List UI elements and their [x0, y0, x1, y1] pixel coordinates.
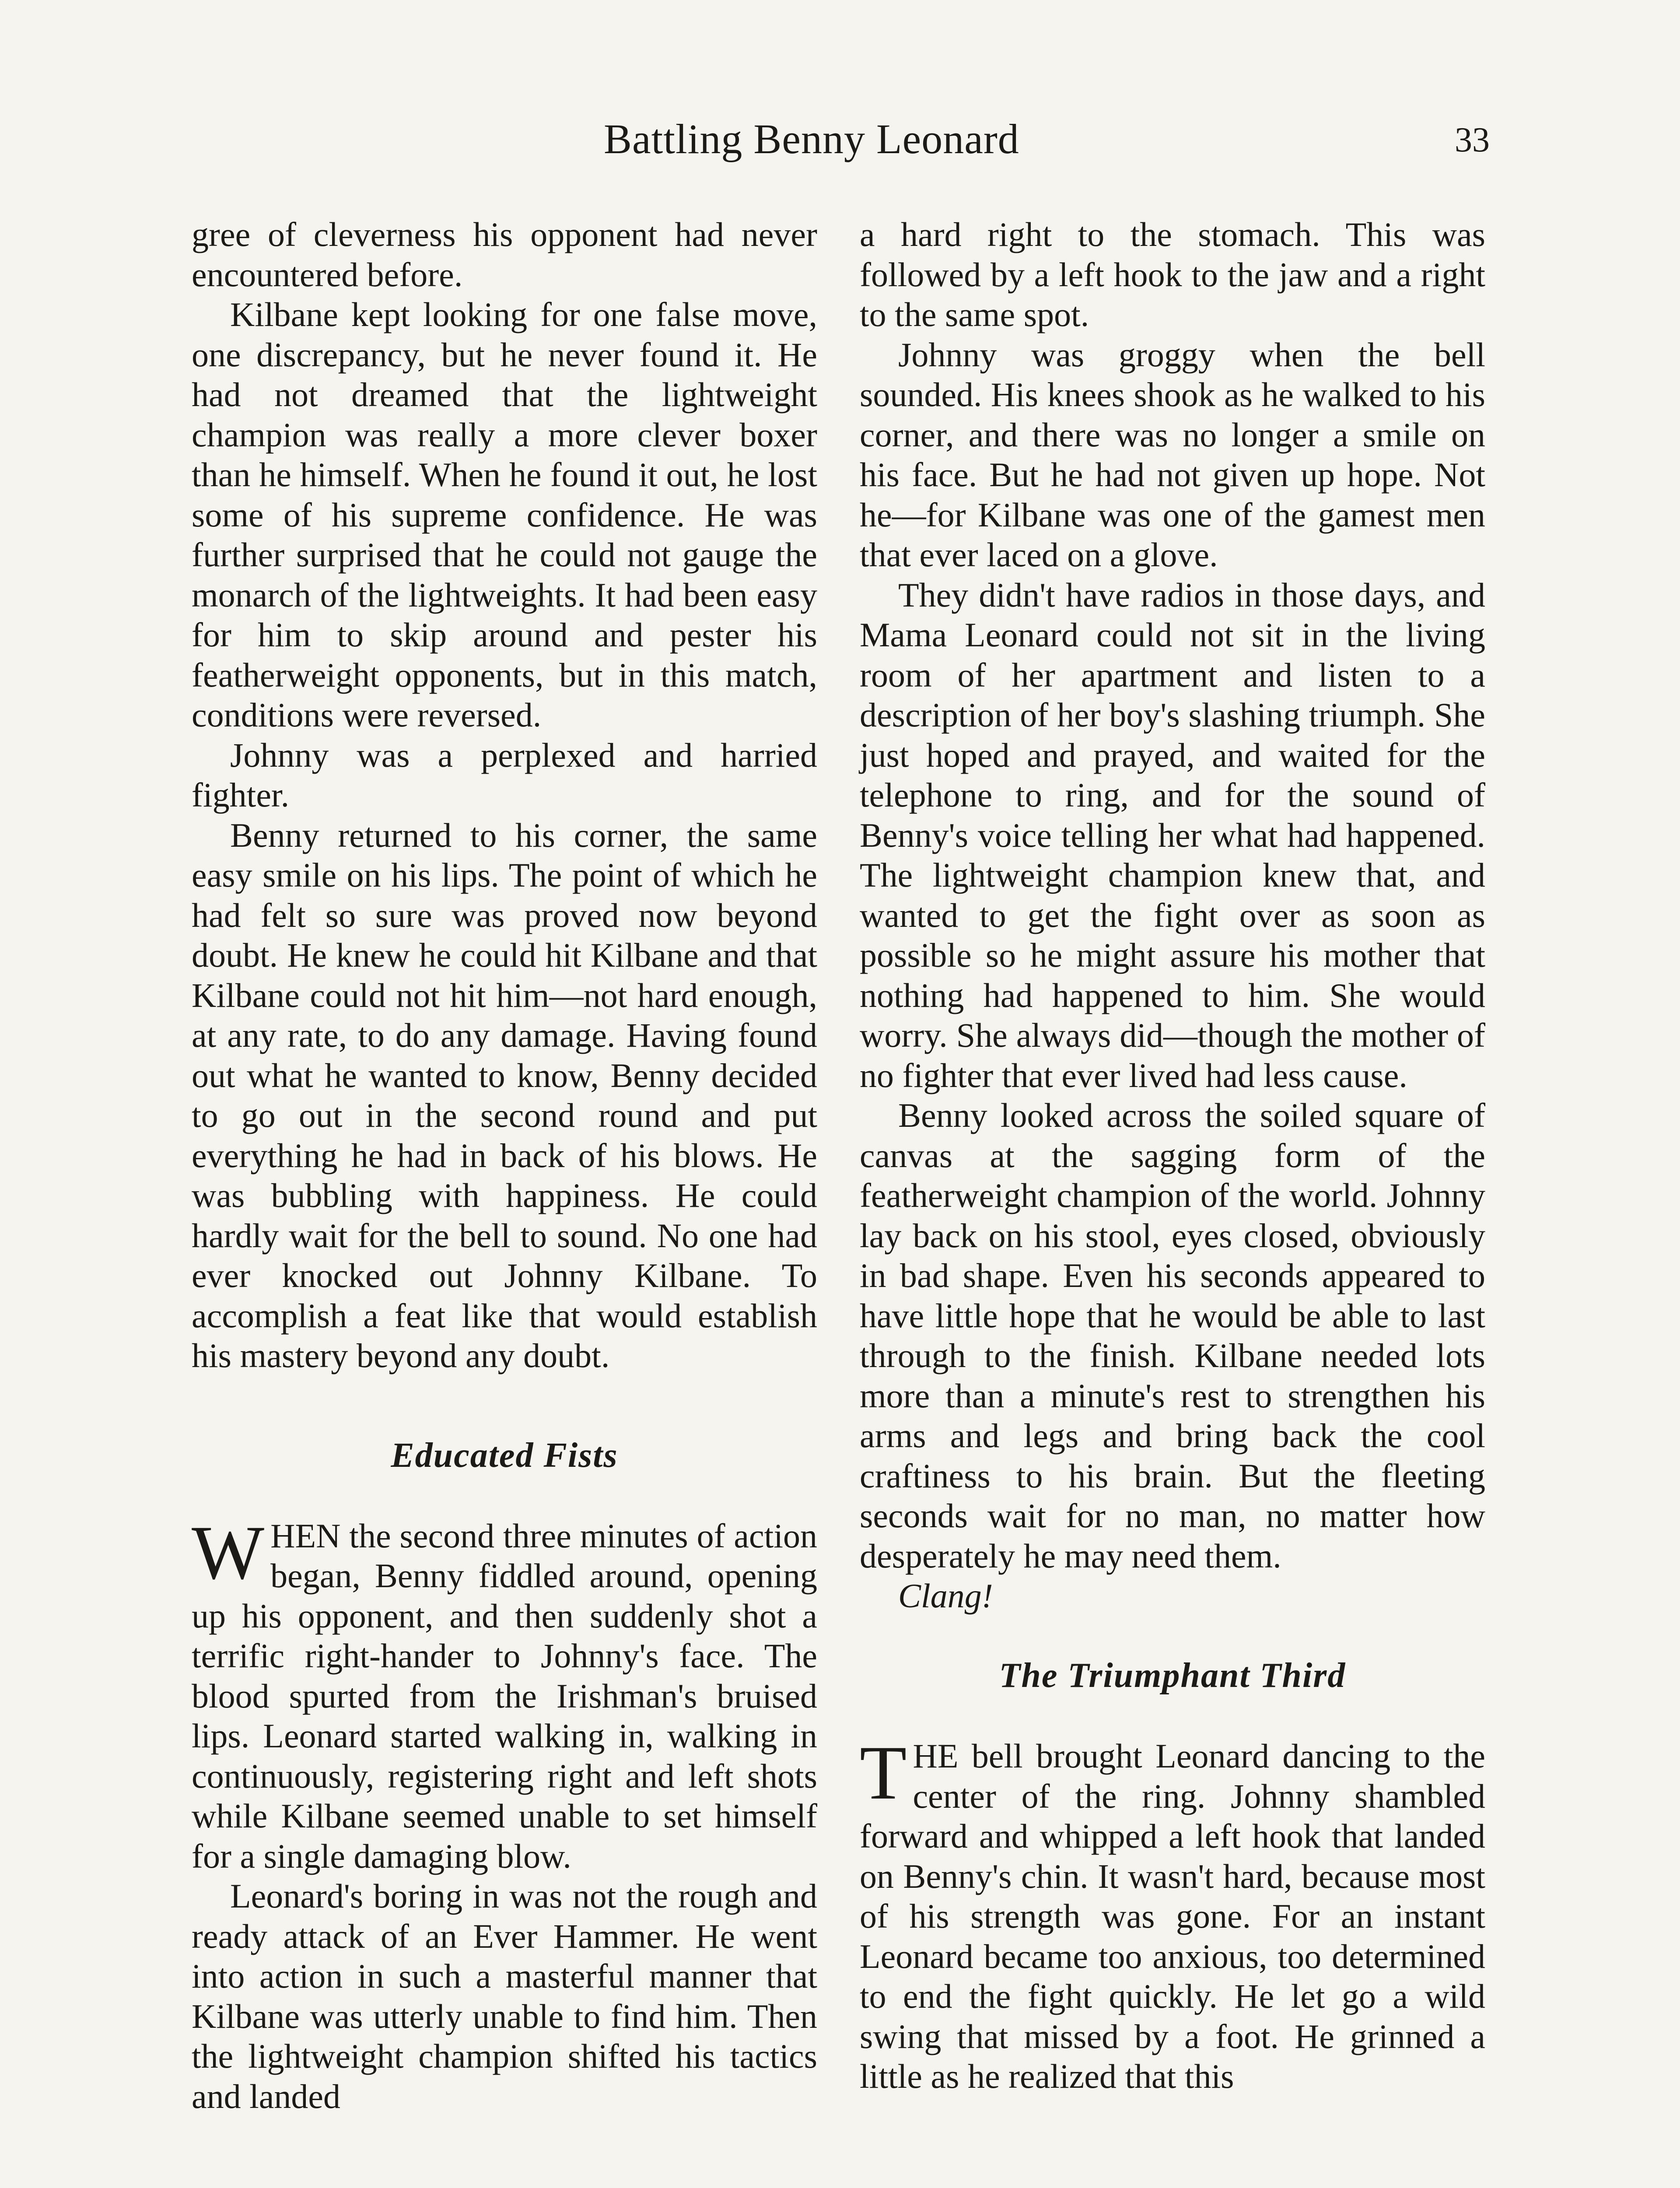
spacer — [192, 1376, 817, 1436]
section-heading: Educated Fists — [391, 1436, 618, 1475]
spacer — [860, 1616, 1485, 1656]
right-column — [860, 214, 1485, 2097]
spacer — [192, 1476, 817, 1516]
paragraph: They didn't have radios in those days, and Mama Leonard could not sit in the living room of her apartment and listen to a description of her boy's slashing triumph. She just hoped and prayed, and waited for the telephone to ring, and for the sound of Benny's voice telling her what had happened. The lightweight champion knew that, and wanted to get the fight over as soon as possible so he might assure his mother that nothing had happened to him. She would worry. She always did—though the mother of no fighter that ever lived had less cause. — [860, 575, 1485, 1094]
section-heading: The Triumphant Third — [999, 1656, 1346, 1695]
clang-exclamation: Clang! — [898, 1577, 993, 1615]
paragraph: Leonard's boring in was not the rough and ready attack of an Ever Hammer. He went into action in such a masterful manner that Kilbane was utterly unable to find him. Then the lightweight champion shifted his tactics and landed — [192, 1877, 817, 2115]
paragraph-text: HEN the second three minutes of action began, Benny fiddled around, opening up his opponent, and then suddenly shot a terrific right-hander to Johnny's face. The blood spurted from the Irishman's bruised lips. Leonard started walking in, walking in continuously, registering right and left shots while Kilbane seemed unable to set himself for a single damaging blow. — [192, 1516, 817, 1875]
paragraph: Johnny was a perplexed and harried fighter. — [192, 736, 817, 814]
drop-cap: W — [192, 1510, 265, 1595]
running-header-title: Battling Benny Leonard — [604, 116, 1019, 162]
paragraph-text: HE bell brought Leonard dancing to the center of the ring. Johnny shambled forward and whipped a left hook that landed on Benny's chin. It wasn't hard, because most of his strength was gone. For an instant Leonard became too anxious, too determined to end the fight quickly. He let go a wild swing that missed by a foot. He grinned a little as he realized that this — [860, 1737, 1485, 2095]
paragraph: a hard right to the stomach. This was followed by a left hook to the jaw and a right to the same spot. — [860, 215, 1485, 333]
left-column — [192, 214, 817, 2116]
page-number: 33 — [1455, 121, 1490, 159]
paragraph-with-dropcap — [192, 1510, 817, 1876]
paragraph: Benny looked across the soiled square of canvas at the sagging form of the featherweight champion of the world. Johnny lay back on his stool, eyes closed, obviously in bad shape. Even his seconds appeared to have little hope that he would be able to last through to the finish. Kilbane needed lots more than a minute's rest to strengthen his arms and legs and bring back the cool craftiness to his brain. But the fleeting seconds wait for no man, no matter how desperately he may need them. — [860, 1096, 1485, 1575]
drop-cap: T — [860, 1730, 907, 1816]
paragraph: Johnny was groggy when the bell sounded. His knees shook as he walked to his corner, and there was no longer a smile on his face. But he had not given up hope. Not he—for Kilbane was one of the gamest men that ever laced on a glove. — [860, 335, 1485, 574]
paragraph-with-dropcap — [860, 1730, 1485, 2097]
paragraph: Benny returned to his corner, the same easy smile on his lips. The point of which he had felt so sure was proved now beyond doubt. He knew he could hit Kilbane and that Kilbane could not hit him—not hard enough, at any rate, to do any damage. Having found out what he wanted to know, Benny decided to go out in the second round and put everything he had in back of his blows. He was bubbling with happiness. He could hardly wait for the bell to sound. No one had ever knocked out Johnny Kilbane. To accomplish a feat like that would establish his mastery beyond any doubt. — [192, 816, 817, 1375]
paragraph: gree of cleverness his opponent had never encountered before. — [192, 215, 817, 294]
spacer — [860, 1696, 1485, 1736]
paragraph: Kilbane kept looking for one false move, one discrepancy, but he never found it. He had not dreamed that the lightweight champion was really a more clever boxer than he himself. When he found it out, he lost some of his supreme confidence. He was further surprised that he could not gauge the monarch of the lightweights. It had been easy for him to skip around and pester his featherweight opponents, but in this match, conditions were reversed. — [192, 295, 817, 734]
